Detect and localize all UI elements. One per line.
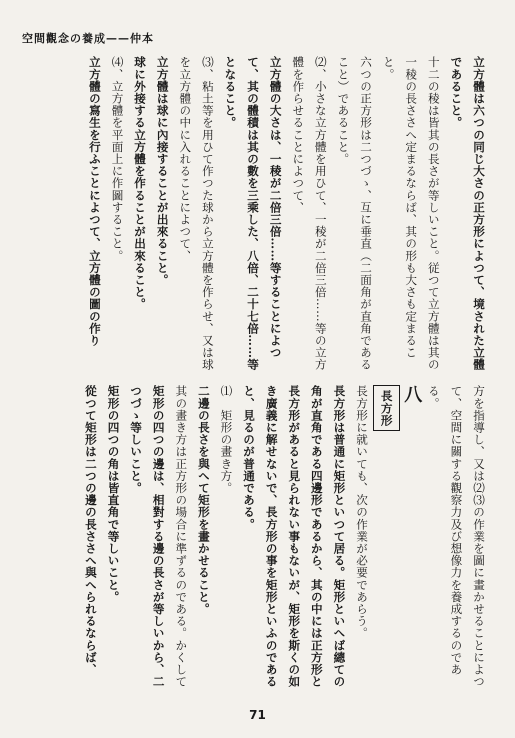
- section-title-line: [373, 385, 400, 697]
- page-number: 71: [249, 708, 266, 722]
- paragraph: 其の畫き方は正方形の場合に準ずるのである。かくして: [174, 385, 189, 688]
- paragraph: 十二の稜は皆其の長さが等しいこと。従つて立方體は其の一稜の長ささへ定まるならば、其の形も大さも定まること。: [381, 56, 441, 371]
- paragraph: ⑷、立方體を平面上に作圖すること。: [110, 56, 125, 262]
- paragraph: 二邊の長さを與へて矩形を畫かせること。: [196, 385, 211, 615]
- running-head: 空間觀念の養成——仲本: [22, 32, 154, 45]
- section-heading: [400, 385, 423, 697]
- paragraph: 立方體の大さは、一稜が二倍三倍……等することによつて、其の體積は其の數を三乘した、八倍、二十七倍……等となること。: [223, 56, 283, 371]
- paragraph: 從つて矩形は二つの邊の長ささへ與へられるならば、: [83, 385, 98, 676]
- paragraph: 長方形は普通に矩形といつて居る。矩形といへば總ての角が直角である四邊形であるから、其の中には正方形と長方形があると見られない事もないが、矩形を斯くの如き廣義に解せないで、長方形の事を矩形といふのであると、見るのが普通である。: [242, 385, 347, 688]
- paragraph: 長方形に就いても、次の作業が必要であらう。: [355, 385, 370, 640]
- paragraph: 立方體は六つの同じ大さの正方形によつて、境された立體であること。: [449, 56, 486, 371]
- section-number: 八: [401, 385, 423, 404]
- paragraph: 方を指導し、又は⑵⑶の作業を圖に畫かせることによつて、空間に關する觀察力及び想像力を養成するのである。: [426, 385, 486, 688]
- paragraph: 六つの正方形は二つづゝ、互に垂直（二面角が直角であること）であること。: [336, 56, 374, 371]
- paragraph: 矩形の四つの邊は、相對する邊の長さが等しいから、二つづゝ等しいこと。: [129, 385, 166, 688]
- section-title: 長方形: [373, 385, 400, 431]
- paragraph: 立方體は球に內接することが出來ること。: [155, 56, 170, 286]
- paragraph: ⑶、粘土等を用ひて作つた球から立方體を作らせ、又は球を立方體の中に入れることによつて、: [178, 56, 215, 371]
- paragraph: ⑵、小さな立方體を用ひて、一稜が二倍三倍……等の立方體を作らせることによつて、: [291, 56, 328, 371]
- upper-column-text: [20, 56, 490, 376]
- paragraph: 球に外接する立方體を作ることが出來ること。: [133, 56, 148, 311]
- paragraph: ⑴ 矩形の畫き方。: [219, 385, 234, 494]
- lower-column-text: [20, 385, 490, 697]
- paragraph: 立方體の寫生を行ふことによつて、立方體の圖の作り: [87, 56, 102, 347]
- paragraph: 矩形の四つの角は皆直角で等しいこと。: [106, 385, 121, 603]
